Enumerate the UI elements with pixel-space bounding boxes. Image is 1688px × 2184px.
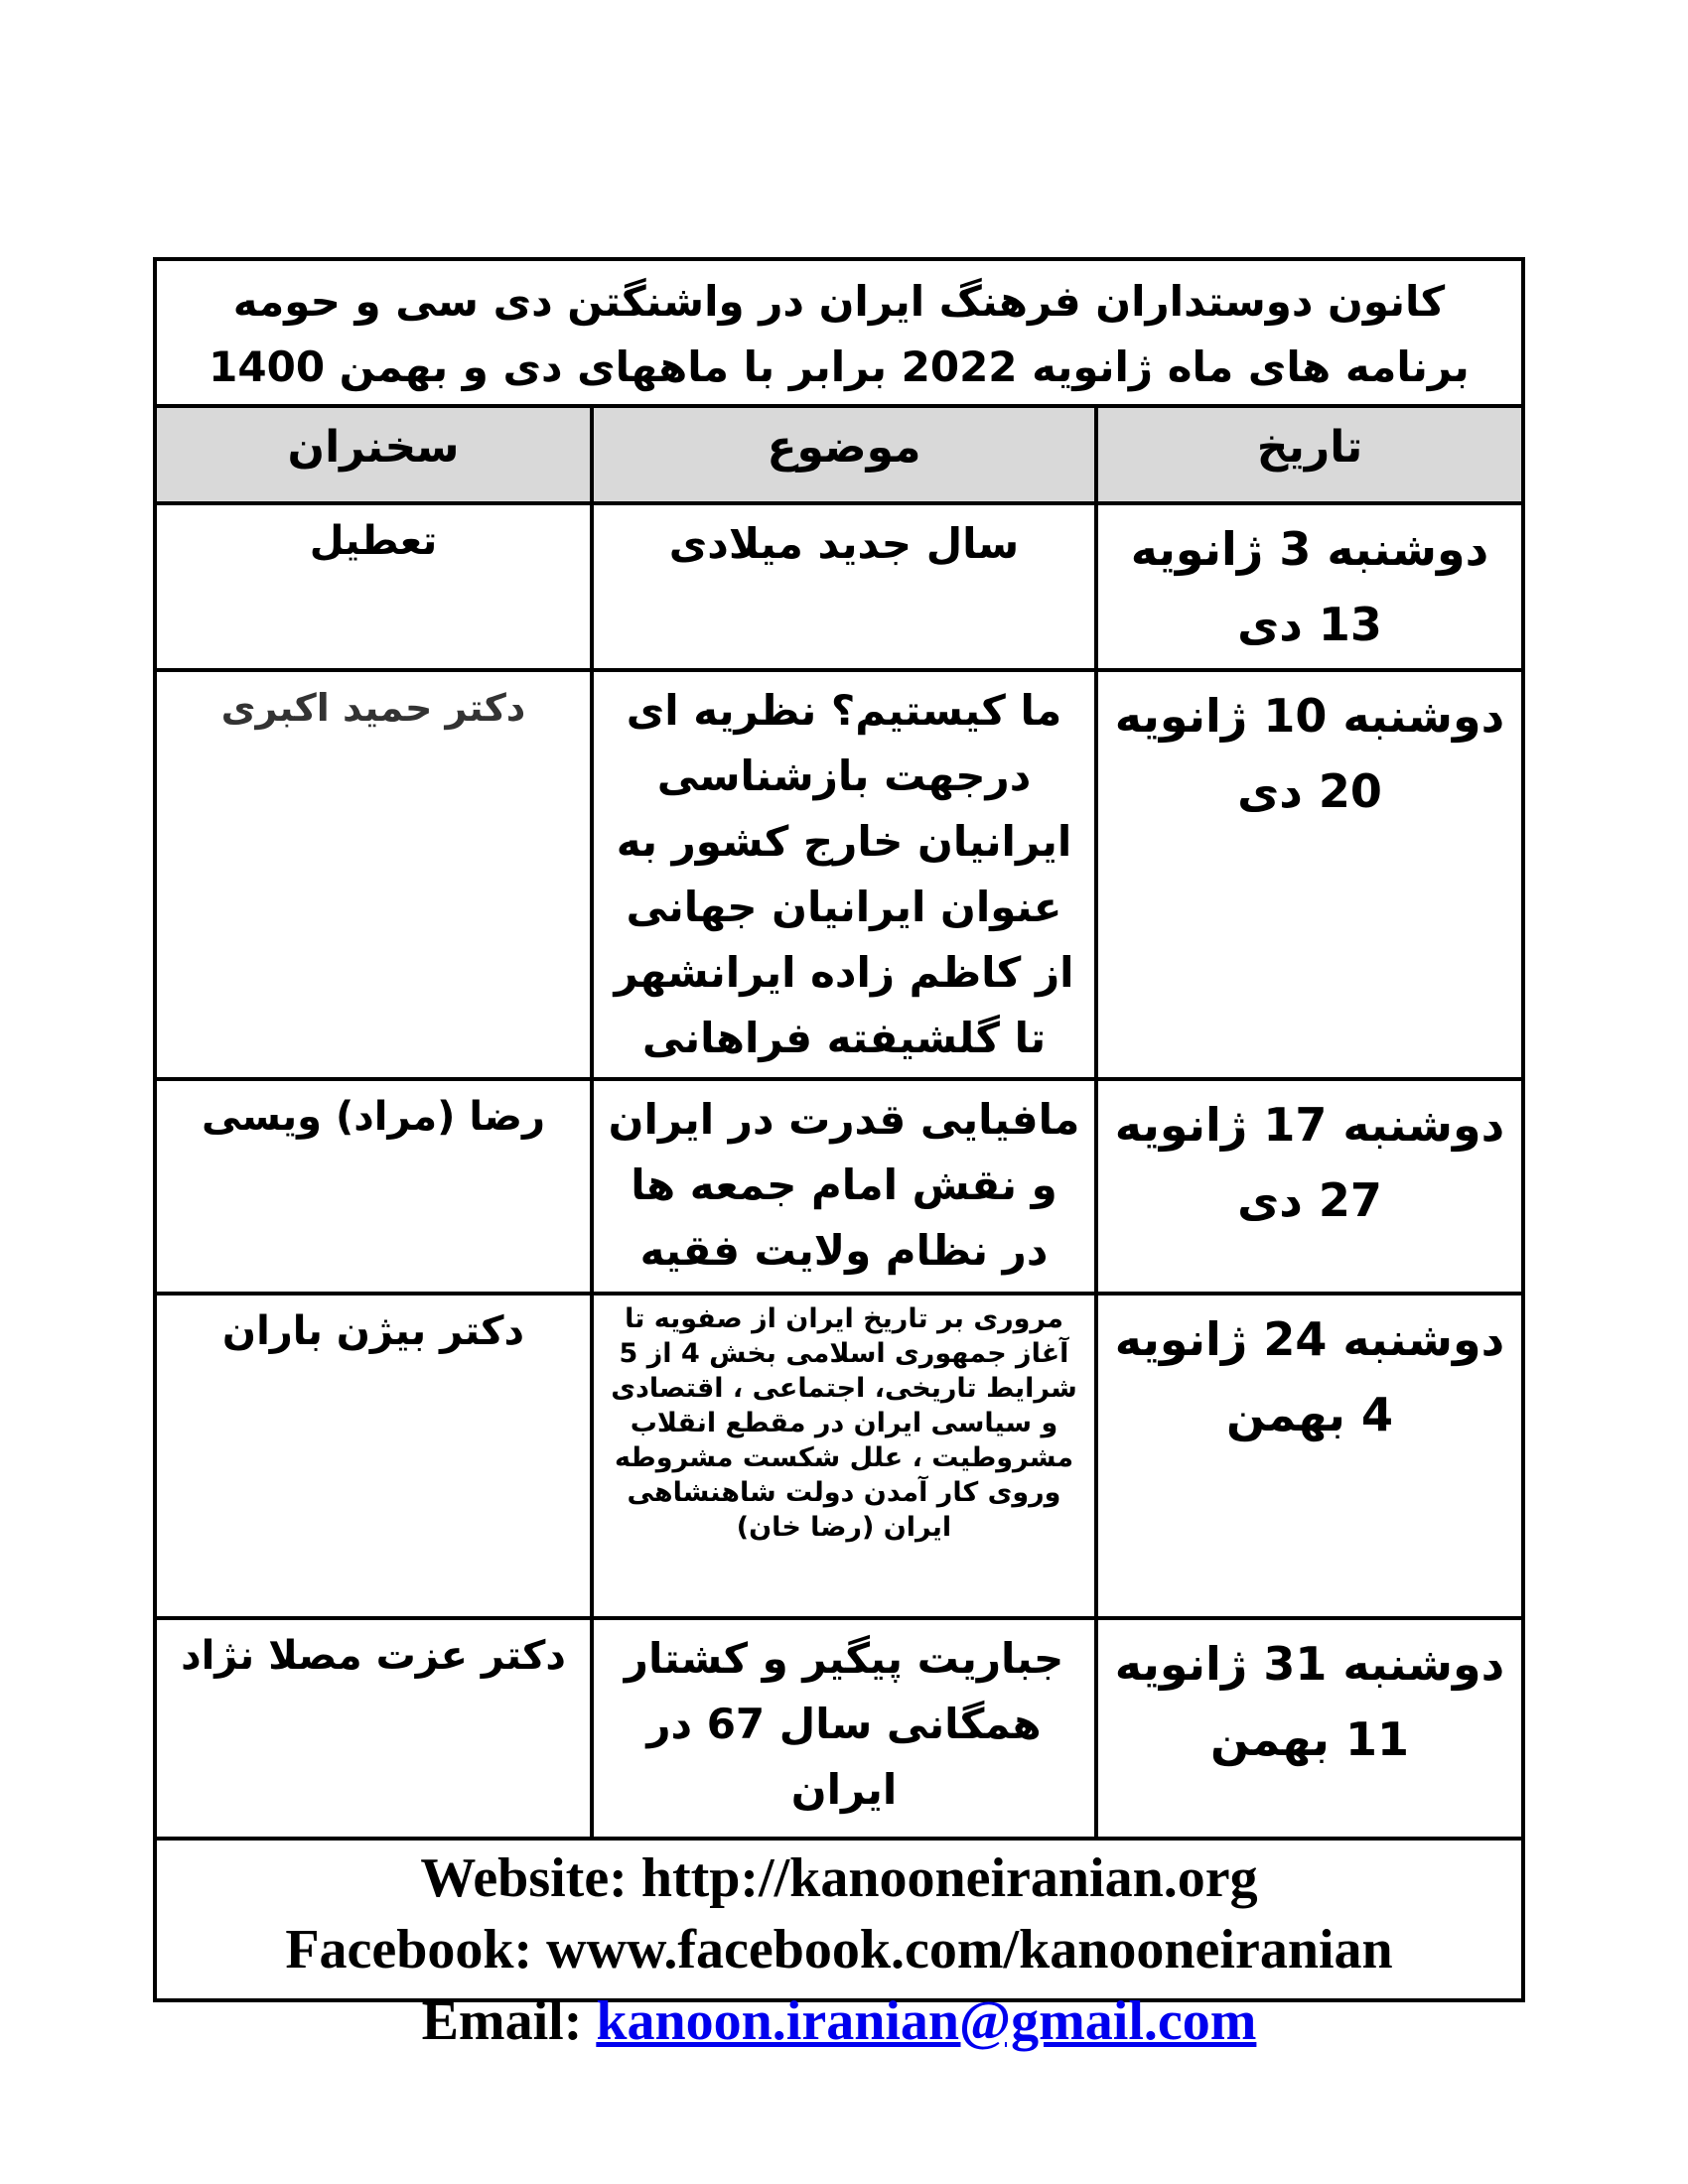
speaker-cell: رضا (مراد) ویسی [157,1079,592,1294]
email-line [157,1985,1521,2057]
date-cell [1096,1079,1521,1294]
persian-date: 4 بهمن [1226,1388,1393,1441]
topic-cell: ما کیستیم؟ نظریه ای درجهت بازشناسی ایرانیان خارج کشور به عنوان ایرانیان جهانی از کاظم زاده ایرانشهر تا گلشیفته فراهانی [592,670,1096,1079]
topic-cell: مروری بر تاریخ ایران از صفویه تا آغاز جمهوری اسلامی بخش 4 از 5 شرایط تاریخی، اجتماعی ، اقتصادی و سیاسی ایران در مقطع انقلاب مشروطیت ، علل شکست مشروطه وروی کار آمدن دولت شاهنشاهی ایران (رضا خان) [592,1294,1096,1618]
topic-cell: سال جدید میلادی [592,503,1096,670]
date-cell [1096,670,1521,1079]
table-row [157,1079,1521,1294]
persian-date: 20 دی [1237,764,1382,818]
speaker-cell: دکتر عزت مصلا نژاد [157,1618,592,1839]
program-subtitle: برنامه های ماه ژانویه 2022 برابر با ماههای دی و بهمن 1400 [209,342,1470,391]
persian-date: 27 دی [1237,1173,1382,1227]
contact-footer [157,1841,1521,2057]
column-header-date: تاریخ [1096,408,1521,503]
gregorian-date: دوشنبه 3 ژانویه [1130,522,1489,576]
facebook-line: Facebook: www.facebook.com/kanooneiranian [285,1919,1393,1980]
table-row [157,1294,1521,1618]
email-label: Email: [421,1990,597,2052]
email-link[interactable]: kanoon.iranian@gmail.com [596,1990,1257,2052]
schedule-document [153,257,1525,2052]
date-cell [1096,1294,1521,1618]
table-row [157,503,1521,670]
column-header-topic: موضوع [592,408,1096,503]
organization-title: کانون دوستداران فرهنگ ایران در واشنگتن دی سی و حومه [232,277,1446,326]
date-cell [1096,503,1521,670]
column-header-speakers: سخنران [157,408,592,503]
speaker-cell: تعطیل [157,503,592,670]
table-row [157,670,1521,1079]
document-title [157,261,1521,408]
gregorian-date: دوشنبه 31 ژانویه [1114,1637,1505,1691]
website-line: Website: http://kanooneiranian.org [420,1847,1258,1909]
gregorian-date: دوشنبه 17 ژانویه [1114,1098,1505,1152]
gregorian-date: دوشنبه 10 ژانویه [1114,689,1505,743]
table-header-row [157,408,1521,503]
topic-cell: جباریت پیگیر و کشتار همگانی سال 67 در ایران [592,1618,1096,1839]
persian-date: 13 دی [1237,598,1382,651]
schedule-table [157,408,1521,1841]
date-cell [1096,1618,1521,1839]
gregorian-date: دوشنبه 24 ژانویه [1114,1312,1505,1366]
speaker-cell: دکتر حمید اکبری [157,670,592,1079]
persian-date: 11 بهمن [1210,1712,1409,1766]
speaker-cell: دکتر بیژن باران [157,1294,592,1618]
topic-cell: مافیایی قدرت در ایران و نقش امام جمعه ها در نظام ولایت فقیه [592,1079,1096,1294]
table-row [157,1618,1521,1839]
